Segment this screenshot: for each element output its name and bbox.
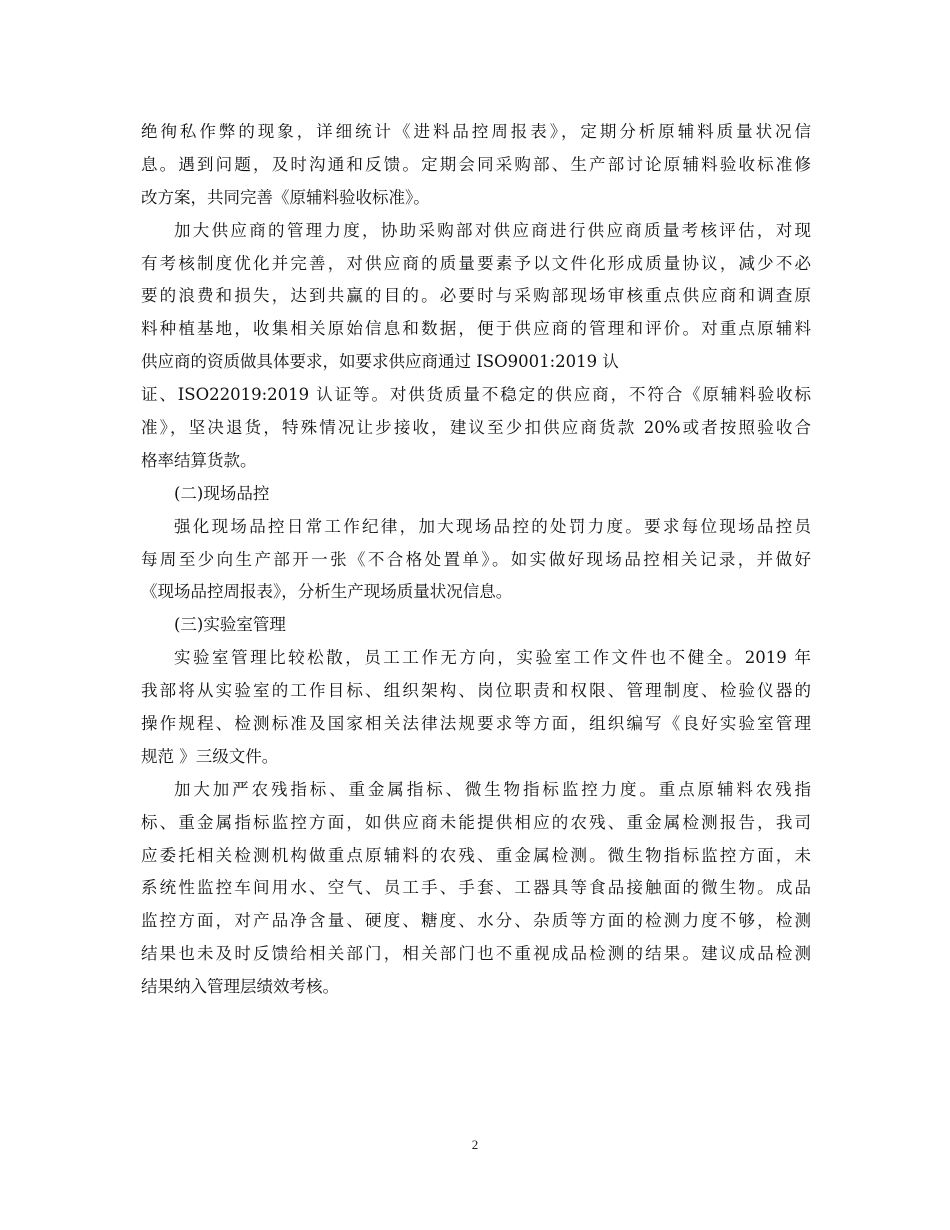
text-line: 每周至少向生产部开一张《不合格处置单》。如实做好现场品控相关记录，并做好 xyxy=(141,549,811,569)
text-line: 加大加严农残指标、重金属指标、微生物指标监控力度。重点原辅料农残指 xyxy=(174,779,811,799)
text-line: 改方案，共同完善《原辅料验收标准》。 xyxy=(141,187,430,207)
text-line: 有考核制度优化并完善，对供应商的质量要素予以文件化形成质量协议，减少不必 xyxy=(141,253,811,273)
text-line: 监控方面，对产品净含量、硬度、糖度、水分、杂质等方面的检测力度不够，检测 xyxy=(141,911,811,931)
text-line: 规范 》三级文件。 xyxy=(141,746,279,766)
text-line: (三)实验室管理 xyxy=(174,615,286,635)
text-line: 《现场品控周报表》，分析生产现场质量状况信息。 xyxy=(141,582,513,602)
text-line: 绝徇私作弊的现象，详细统计《进料品控周报表》，定期分析原辅料质量状况信 xyxy=(141,122,811,141)
text-line: (二)现场品控 xyxy=(174,483,270,503)
text-line: 加大供应商的管理力度，协助采购部对供应商进行供应商质量考核评估，对现 xyxy=(174,220,811,240)
page-number: 2 xyxy=(471,1137,479,1152)
text-line: 格率结算货款。 xyxy=(141,450,257,470)
text-line: 实验室管理比较松散，员工工作无方向，实验室工作文件也不健全。2019 年 xyxy=(174,648,811,668)
text-line: 证、ISO22019:2019 认证等。对供货质量不稳定的供应商，不符合《原辅料验收标 xyxy=(141,385,811,405)
text-line: 标、重金属指标监控方面，如供应商未能提供相应的农残、重金属检测报告，我司 xyxy=(141,812,811,832)
text-line: 我部将从实验室的工作目标、组织架构、岗位职责和权限、管理制度、检验仪器的 xyxy=(141,681,811,701)
text-line: 结果纳入管理层绩效考核。 xyxy=(141,977,339,997)
text-line: 系统性监控车间用水、空气、员工手、手套、工器具等食品接触面的微生物。成品 xyxy=(141,878,811,898)
text-line: 操作规程、检测标准及国家相关法律法规要求等方面，组织编写《良好实验室管理 xyxy=(141,714,811,734)
text-line: 料种植基地，收集相关原始信息和数据，便于供应商的管理和评价。对重点原辅料 xyxy=(141,319,811,339)
text-line: 要的浪费和损失，达到共赢的目的。必要时与采购部现场审核重点供应商和调查原 xyxy=(141,286,811,306)
text-line: 强化现场品控日常工作纪律，加大现场品控的处罚力度。要求每位现场品控员 xyxy=(174,516,811,536)
text-line: 供应商的资质做具体要求，如要求供应商通过 ISO9001:2019 认 xyxy=(141,352,619,372)
body-text xyxy=(141,116,811,1004)
text-line: 息。遇到问题，及时沟通和反馈。定期会同采购部、生产部讨论原辅料验收标准修 xyxy=(141,154,811,174)
text-line: 结果也未及时反馈给相关部门，相关部门也不重视成品检测的结果。建议成品检测 xyxy=(141,944,811,964)
text-line: 应委托相关检测机构做重点原辅料的农残、重金属检测。微生物指标监控方面，未 xyxy=(141,845,811,865)
text-line: 准》，坚决退货，特殊情况让步接收，建议至少扣供应商货款 20%或者按照验收合 xyxy=(141,418,811,438)
